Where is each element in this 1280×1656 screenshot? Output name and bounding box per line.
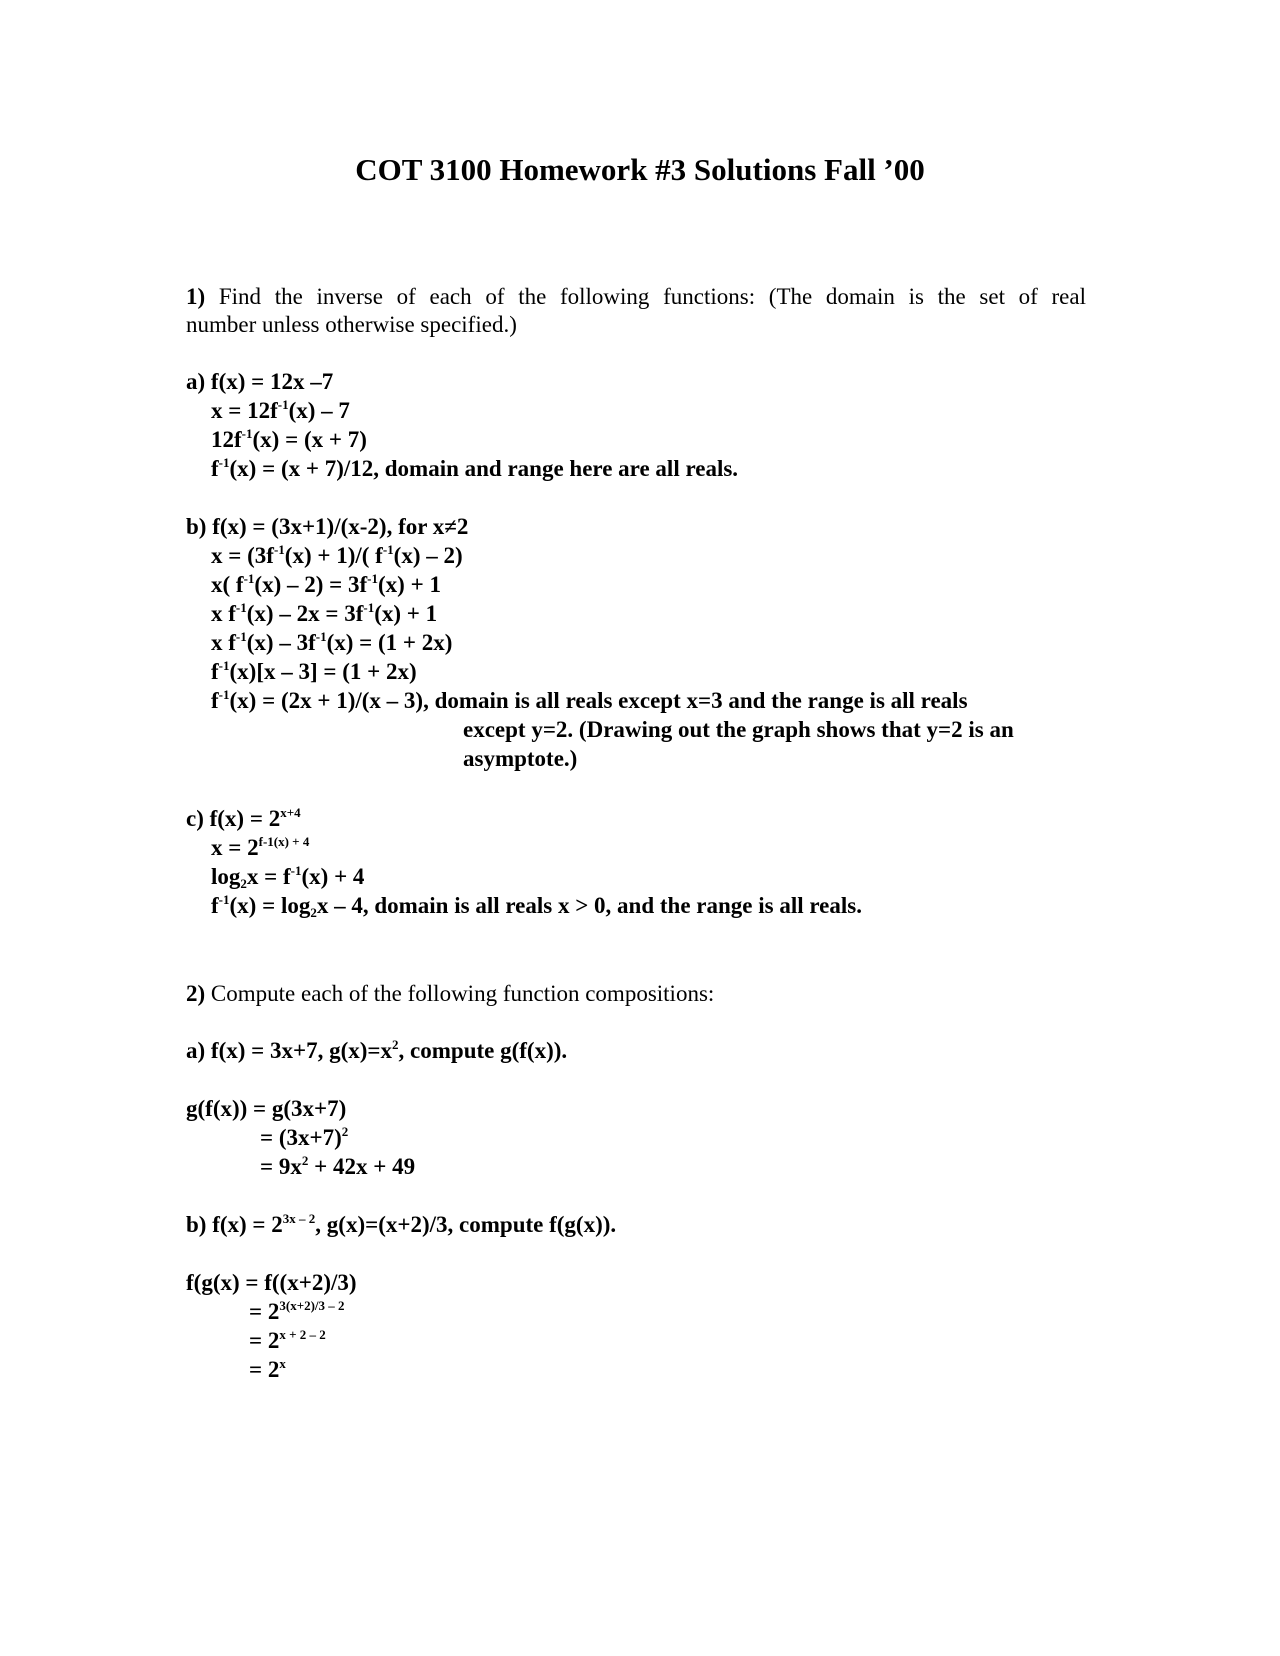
q1b-line4: x $f^{-1}(x) - 3f^{-1}(x) = (1 + 2x)$ [211, 629, 453, 655]
q1-intro-line1 [186, 283, 1086, 311]
q1b-line1: $x = (3f^{-1}(x) + 1)/$( $f^{-1}(x) - 2$) [211, 542, 463, 568]
q1b-line8: asymptote.) [463, 746, 578, 771]
q1b-line7: except y=2. (Drawing out the graph shows that y=2 is an [463, 717, 1014, 742]
q1b-line2: x( $f^{-1}(x) - 2) = 3f^{-1}(x) + 1$ [211, 571, 441, 597]
q2a-line1: g(f(x)) = g(3x+7) [186, 1096, 347, 1121]
q1a-line1: $x = 12f^{-1}(x) - 7$ [211, 397, 350, 423]
q1-intro-line2: number unless otherwise specified.) [186, 312, 517, 337]
q1b-line5: $f^{-1}(x)[x - 3] = (1 + 2x)$ [211, 658, 417, 684]
q1a-line3: $f^{-1}(x) = (x + 7)/12$, domain and range here are all reals. [211, 455, 739, 481]
q1c-line1: $x = 2^{f-1(x) + 4}$ [211, 834, 310, 860]
q1c-line2: $\log_2x = f^{-1}(x) + 4$ [211, 863, 365, 891]
q1b-line6: $f^{-1}(x) = (2x + 1)/(x - 3)$, domain is all reals except x=3 and the range is all reals [211, 687, 968, 713]
q1-intro-text: Find the inverse of each of the following functions: (The domain is the set of real [218, 284, 1086, 309]
q2-number: 2) [186, 981, 206, 1006]
q2b-line4: = $2^x$ [249, 1356, 286, 1382]
q1b-line3: x $f^{-1}(x) - 2x = 3f^{-1}(x) + 1$ [211, 600, 438, 626]
q2a-line2: = $(3x+7)^2$ [260, 1124, 349, 1150]
q2a-heading: a) f(x) = 3x+7, $g(x)=x^2$, compute g(f(x)). [186, 1037, 568, 1063]
q2b-heading: b) $f(x) = 2^{3x - 2}$, g(x)=(x+2)/3, compute f(g(x)). [186, 1211, 617, 1237]
q1c-line3: $f^{-1}(x) = \log_2x - 4$, domain is all reals x > 0, and the range is all reals. [211, 892, 862, 920]
q2b-line2: = $2^{3(x+2)/3 - 2}$ [249, 1298, 345, 1324]
q2a-line3: = $9x^2 + 42x + 49$ [260, 1153, 416, 1179]
q1-number: 1) [186, 284, 206, 309]
q1b-heading: b) f(x) = (3x+1)/(x-2), for x≠2 [186, 514, 469, 539]
q1a-heading: a) f(x) = 12x –7 [186, 369, 334, 394]
q2b-line1: f(g(x) = f((x+2)/3) [186, 1270, 357, 1295]
q1a-line2: $12f^{-1}(x) = (x + 7)$ [211, 426, 367, 452]
page-title: COT 3100 Homework #3 Solutions Fall ’00 [355, 152, 925, 187]
q2-intro: 2) Compute each of the following function compositions: [186, 981, 715, 1006]
q1c-heading: c) $f(x) = 2^{x+4}$ [186, 805, 301, 831]
q2b-line3: = $2^{x + 2 - 2}$ [249, 1327, 326, 1353]
